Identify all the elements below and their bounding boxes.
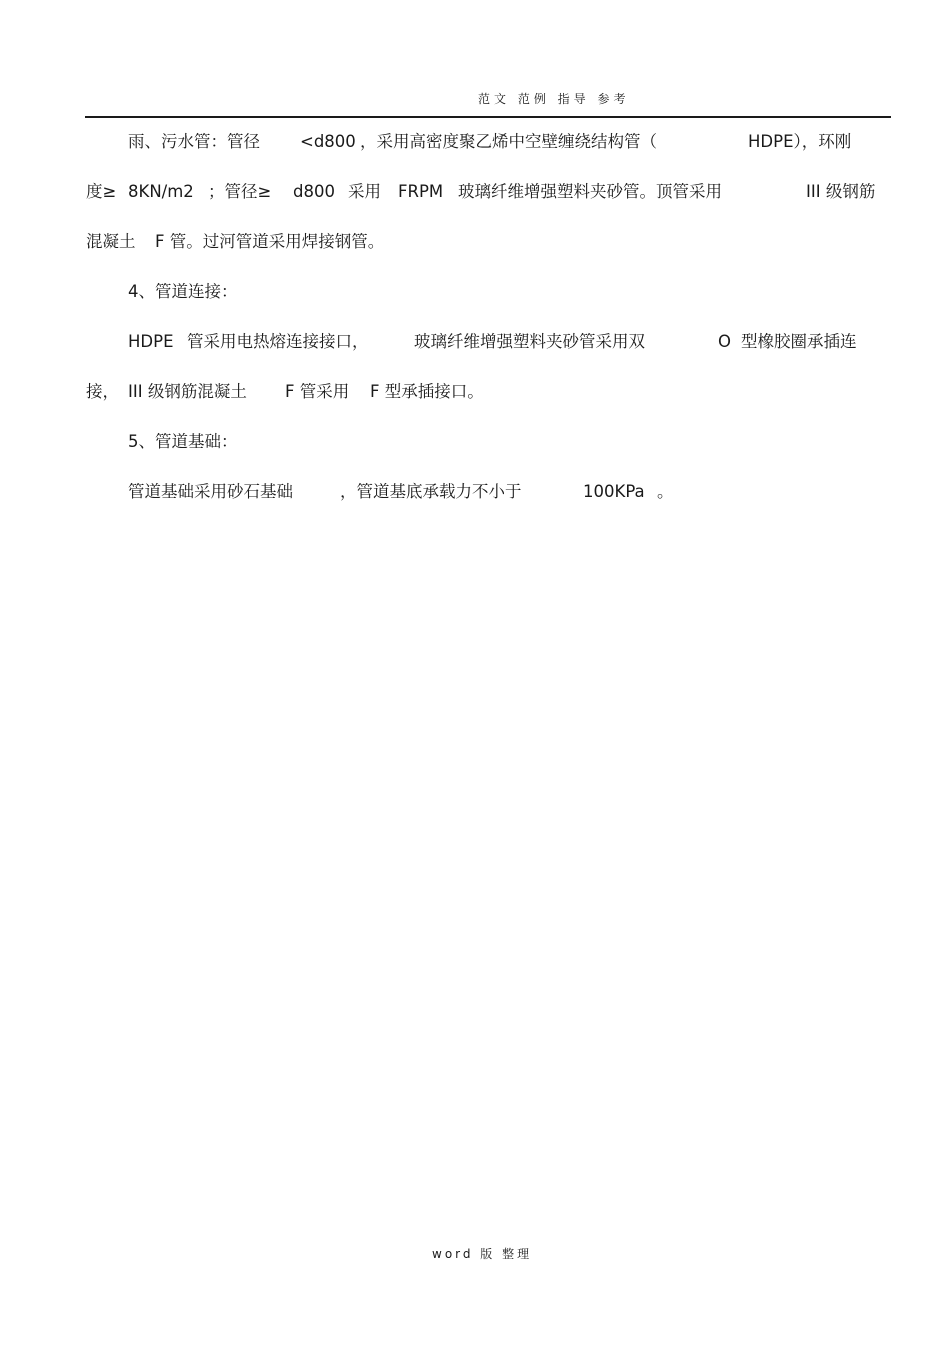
text-segment: 玻璃纤维增强塑料夹砂管。顶管采用 — [458, 182, 722, 201]
footer-text: word 版 整理 — [432, 1247, 533, 1261]
text-segment: 100KPa — [583, 482, 645, 501]
text-segment: d800 — [293, 182, 335, 201]
text-segment: HDPE），环刚 — [748, 132, 852, 151]
text-segment: <d800 — [300, 132, 356, 151]
text-segment: FRPM — [398, 182, 444, 201]
text-segment: 混凝土 — [86, 232, 136, 251]
text-segment: 管道基础采用砂石基础 — [128, 482, 293, 501]
heading-text: 4、管道连接： — [128, 282, 238, 301]
text-segment: F 管采用 — [285, 382, 350, 401]
text-segment: ，采用高密度聚乙烯中空壁缠绕结构管（ — [360, 132, 657, 151]
text-segment: 型橡胶圈承插连 — [741, 332, 857, 351]
text-segment: III 级钢筋混凝土 — [128, 382, 247, 401]
text-segment: ；管径≥ — [208, 182, 272, 201]
text-segment: F 型承插接口。 — [370, 382, 484, 401]
header-text: 范文 范例 指导 参考 — [478, 92, 630, 106]
text-segment: III 级钢筋 — [806, 182, 876, 201]
text-segment: 8KN/m2 — [128, 182, 194, 201]
text-segment: 玻璃纤维增强塑料夹砂管采用双 — [414, 332, 645, 351]
text-segment: 采用 — [348, 182, 381, 201]
text-segment: O — [718, 332, 731, 351]
text-segment: 管采用电热熔连接接口， — [187, 332, 369, 351]
text-segment: 接， — [86, 382, 119, 401]
text-segment: HDPE — [128, 332, 174, 351]
heading-text: 5、管道基础： — [128, 432, 238, 451]
text-segment: ，管道基底承载力不小于 — [340, 482, 522, 501]
text-segment: 雨、污水管：管径 — [128, 132, 260, 151]
text-segment: 度≥ — [86, 182, 117, 201]
text-segment: F 管。过河管道采用焊接钢管。 — [155, 232, 385, 251]
header-divider — [85, 116, 891, 118]
text-segment: 。 — [657, 482, 674, 501]
